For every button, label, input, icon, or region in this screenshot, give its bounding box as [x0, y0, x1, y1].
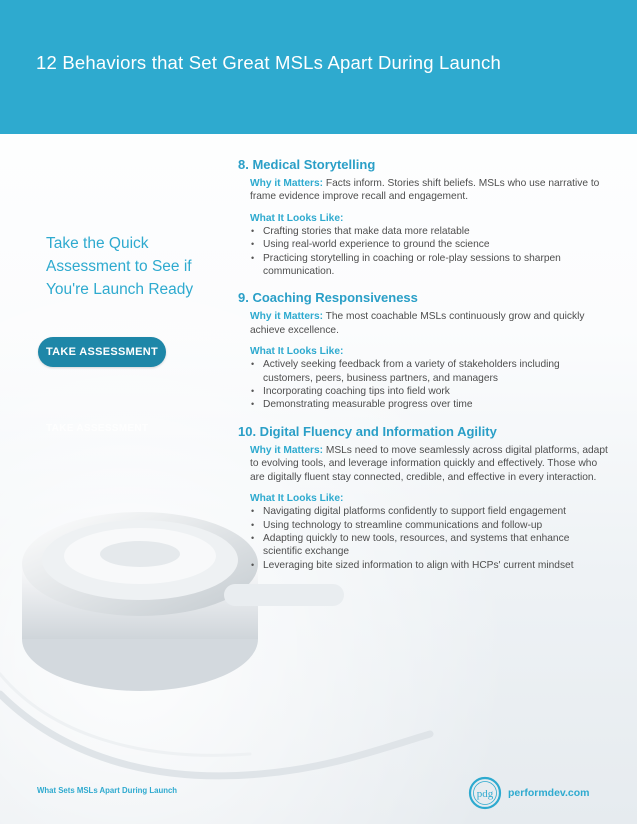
behaviors-content — [238, 157, 608, 584]
why-label: Why it Matters: — [250, 178, 324, 189]
list-item: • Adapting quickly to new tools, resources, and systems that enhance scientific exchange — [250, 532, 608, 559]
list-item: • Practicing storytelling in coaching or role-play sessions to sharpen communication. — [250, 252, 608, 279]
section-medical-storytelling — [238, 157, 608, 278]
list-item: • Crafting stories that make data more relatable — [250, 225, 608, 238]
why-it-matters — [250, 177, 608, 204]
website-link[interactable]: performdev.com — [508, 787, 590, 799]
section-title: 8. Medical Storytelling — [238, 157, 376, 172]
why-label: Why it Matters: — [250, 311, 324, 323]
list-item: • Actively seeking feedback from a variety of stakeholders including customers, peers, business partners, and managers — [250, 358, 608, 385]
list-item: • Using technology to streamline communications and follow-up — [250, 519, 608, 532]
list-item: • Incorporating coaching tips into field work — [250, 385, 608, 398]
pdg-logo-icon[interactable] — [468, 774, 502, 812]
footer-tagline: What Sets MSLs Apart During Launch — [37, 786, 178, 795]
why-text: MSLs need to move seamlessly across digital platforms, adapt to evolving tools, and leverage information quickly and effectively. Those who are digitally fluent stay connected, credible, and effective in every interaction. — [250, 444, 608, 483]
why-text: Facts inform. Stories shift beliefs. MSLs who use narrative to frame evidence improve recall and engagement. — [250, 178, 600, 203]
section-coaching-responsiveness — [238, 290, 608, 411]
bullet-list — [250, 505, 608, 572]
bullet-list — [250, 358, 608, 412]
why-label: Why it Matters: — [250, 444, 324, 456]
section-title: 9. Coaching Responsiveness — [238, 290, 418, 306]
take-assessment-ghost-link[interactable]: TAKE ASSESSMENT — [46, 423, 149, 434]
bullet-list — [250, 225, 608, 279]
logo-text: pdg — [476, 788, 494, 800]
why-text: The most coachable MSLs continuously grow and quickly achieve excellence. — [250, 311, 585, 336]
looks-like-label: What It Looks Like: — [250, 493, 344, 505]
section-digital-fluency — [238, 424, 608, 572]
list-item: • Navigating digital platforms confidently to support field engagement — [250, 505, 608, 518]
looks-like-label: What It Looks Like: — [250, 346, 344, 358]
list-item: • Leveraging bite sized information to align with HCPs' current mindset — [250, 559, 608, 572]
assessment-callout: Take the Quick Assessment to See if You're Launch Ready — [46, 235, 194, 298]
header-banner — [0, 0, 637, 134]
section-title: 10. Digital Fluency and Information Agility — [238, 423, 497, 439]
page-title: 12 Behaviors that Set Great MSLs Apart During Launch — [36, 52, 501, 73]
looks-like-label: What It Looks Like: — [250, 212, 344, 224]
list-item: • Using real-world experience to ground the science — [250, 238, 608, 251]
why-it-matters — [250, 310, 608, 337]
why-it-matters — [250, 444, 608, 484]
take-assessment-button[interactable]: TAKE ASSESSMENT — [38, 337, 166, 367]
list-item: • Demonstrating measurable progress over time — [250, 398, 608, 411]
